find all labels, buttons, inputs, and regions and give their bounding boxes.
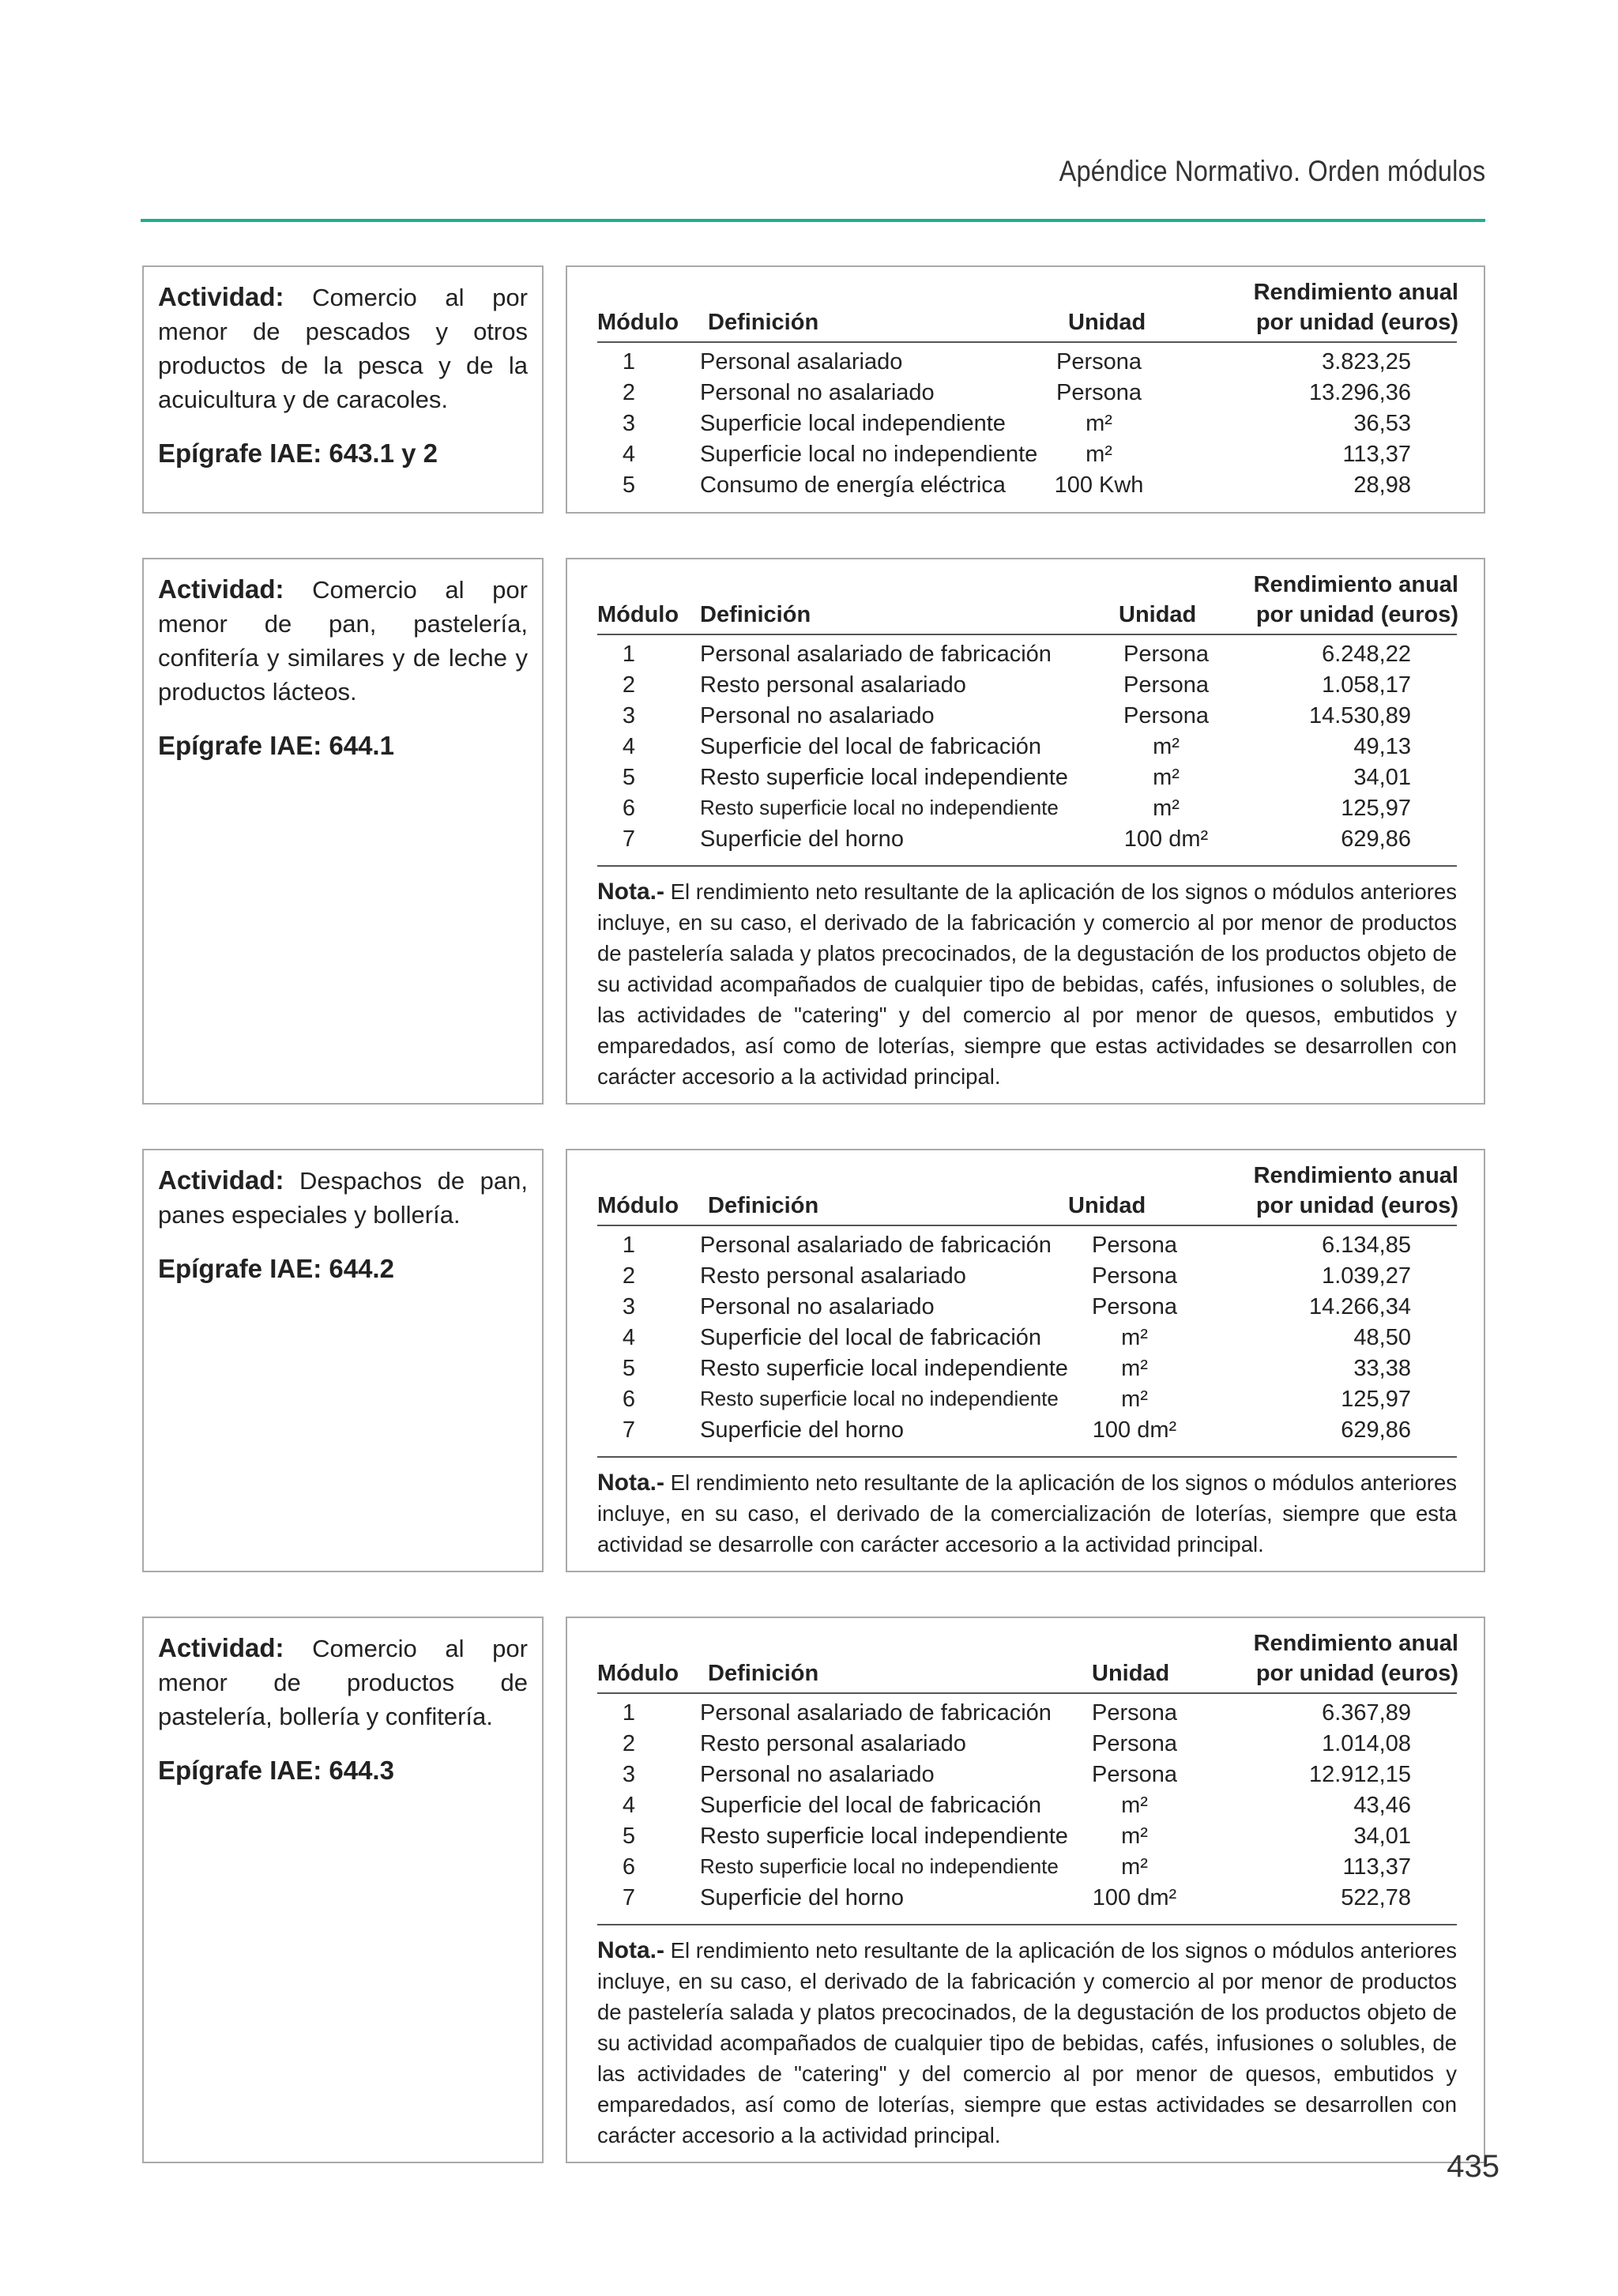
module-unit: Persona (1091, 1731, 1177, 1756)
epigrafe-iae: Epígrafe IAE: 644.3 (158, 1756, 394, 1785)
col-header-modulo: Módulo (597, 1661, 679, 1686)
page-number: 435 (1447, 2149, 1499, 2184)
table-row (597, 1294, 1458, 1325)
col-header-unidad: Unidad (1092, 1661, 1170, 1686)
table-row (597, 672, 1458, 703)
module-unit: Persona (1091, 1294, 1177, 1319)
module-value: 48,50 (1353, 1325, 1411, 1350)
table-row (597, 1356, 1458, 1387)
note-paragraph (597, 1467, 1457, 1560)
module-value: 522,78 (1341, 1885, 1411, 1910)
col-header-modulo: Módulo (597, 310, 679, 335)
table-row (597, 765, 1458, 796)
module-value: 14.266,34 (1308, 1294, 1411, 1319)
module-number: 7 (622, 1417, 636, 1443)
table-header (597, 278, 1458, 343)
activity-box (142, 265, 544, 514)
module-number: 5 (622, 472, 636, 498)
module-number: 6 (622, 796, 636, 821)
module-unit: m² (1153, 734, 1180, 759)
module-number: 2 (622, 380, 636, 405)
module-value: 13.296,36 (1308, 380, 1411, 405)
header-rule (597, 1225, 1457, 1226)
modules-table-box (566, 1617, 1485, 2163)
module-definition: Superficie local independiente (700, 411, 1006, 436)
table-row (597, 1233, 1458, 1263)
module-definition: Resto superficie local independiente (700, 1356, 1068, 1381)
table-header (597, 570, 1458, 635)
module-number: 7 (622, 826, 636, 852)
module-number: 2 (622, 1263, 636, 1289)
modules-table-box (566, 1149, 1485, 1572)
module-value: 12.912,15 (1308, 1762, 1411, 1787)
note-divider (597, 1924, 1457, 1925)
module-number: 3 (622, 1294, 636, 1319)
module-definition: Superficie del local de fabricación (700, 1793, 1042, 1818)
module-definition: Resto superficie local no independiente (700, 1387, 1059, 1410)
module-unit: Persona (1123, 642, 1209, 667)
activity-label: Actividad: (158, 1165, 284, 1195)
activity-text: Comercio al por menor de pescados y otros productos de la pesca y de la acuicultura y de caracoles. (158, 284, 528, 413)
module-number: 1 (622, 1233, 636, 1258)
module-definition: Resto personal asalariado (700, 1263, 966, 1289)
col-header-definicion: Definición (708, 310, 819, 335)
module-number: 4 (622, 442, 636, 467)
module-unit: Persona (1123, 703, 1209, 728)
table-row (597, 1325, 1458, 1356)
module-value: 6.248,22 (1322, 642, 1411, 667)
module-unit: Persona (1055, 349, 1142, 375)
module-unit: 100 dm² (1123, 826, 1209, 852)
note-text: El rendimiento neto resultante de la aplicación de los signos o módulos anteriores incluye, en su caso, el derivado de la fabricación y comercio al por menor de productos de pastelería salada y platos precocinados, de la degustación de los productos objeto de su actividad acompañados de cualquier tipo de bebidas, cafés, infusiones o solubles, de las actividades de "catering" y del comercio al por menor de quesos, embutidos y emparedados, así como de loterías, siempre que estas actividades se desarrollen con carácter accesorio a la actividad principal. (597, 879, 1457, 1089)
module-value: 1.014,08 (1322, 1731, 1411, 1756)
module-number: 4 (622, 1325, 636, 1350)
activity-description (158, 572, 528, 709)
module-unit: 100 Kwh (1054, 472, 1144, 498)
activity-text: Despachos de pan, panes especiales y bollería. (158, 1167, 528, 1229)
table-row (597, 1387, 1458, 1417)
module-unit: 100 dm² (1092, 1417, 1177, 1443)
module-unit: m² (1086, 411, 1112, 436)
module-value: 113,37 (1342, 442, 1411, 467)
module-value: 629,86 (1341, 1417, 1411, 1443)
note-divider (597, 1456, 1457, 1458)
activity-box (142, 1617, 544, 2163)
table-row (597, 703, 1458, 734)
module-definition: Resto superficie local independiente (700, 765, 1068, 790)
module-number: 4 (622, 734, 636, 759)
table-row (597, 411, 1458, 442)
table-row (597, 380, 1458, 411)
module-definition: Resto personal asalariado (700, 672, 966, 698)
modules-table-box (566, 265, 1485, 514)
table-row (597, 349, 1458, 380)
col-header-rendimiento-2: por unidad (euros) (1255, 1661, 1458, 1686)
module-definition: Superficie del horno (700, 1417, 904, 1443)
module-unit: m² (1153, 765, 1180, 790)
module-number: 5 (622, 1356, 636, 1381)
activity-description (158, 280, 528, 416)
header-rule (597, 341, 1457, 343)
table-row (597, 826, 1458, 857)
module-unit: m² (1121, 1325, 1148, 1350)
module-unit: Persona (1091, 1233, 1177, 1258)
note-label: Nota.- (597, 1470, 664, 1496)
module-number: 3 (622, 703, 636, 728)
activity-text: Comercio al por menor de productos de pastelería, bollería y confitería. (158, 1635, 528, 1730)
module-value: 49,13 (1353, 734, 1411, 759)
module-unit: Persona (1091, 1762, 1177, 1787)
col-header-rendimiento-1: Rendimiento anual (1253, 1631, 1458, 1656)
activity-description (158, 1163, 528, 1232)
activity-label: Actividad: (158, 574, 284, 604)
col-header-unidad: Unidad (1068, 310, 1146, 335)
module-value: 28,98 (1353, 472, 1411, 498)
module-unit: m² (1121, 1824, 1148, 1849)
table-row (597, 1854, 1458, 1885)
module-value: 629,86 (1341, 826, 1411, 852)
table-row (597, 1762, 1458, 1793)
module-definition: Resto superficie local independiente (700, 1824, 1068, 1849)
module-number: 1 (622, 349, 636, 375)
module-unit: m² (1153, 796, 1180, 821)
epigrafe-iae: Epígrafe IAE: 643.1 y 2 (158, 438, 438, 468)
module-unit: Persona (1091, 1263, 1177, 1289)
module-definition: Superficie del local de fabricación (700, 734, 1042, 759)
module-number: 4 (622, 1793, 636, 1818)
table-row (597, 1793, 1458, 1824)
module-number: 5 (622, 1824, 636, 1849)
module-value: 6.367,89 (1322, 1700, 1411, 1726)
module-definition: Superficie del horno (700, 826, 904, 852)
module-number: 5 (622, 765, 636, 790)
note-paragraph (597, 1935, 1457, 2151)
module-number: 6 (622, 1387, 636, 1412)
activity-box (142, 1149, 544, 1572)
module-number: 1 (622, 1700, 636, 1726)
module-definition: Superficie del horno (700, 1885, 904, 1910)
module-definition: Consumo de energía eléctrica (700, 472, 1006, 498)
table-row (597, 1885, 1458, 1916)
note-text: El rendimiento neto resultante de la aplicación de los signos o módulos anteriores incluye, en su caso, el derivado de la fabricación y comercio al por menor de productos de pastelería salada y platos precocinados, de la degustación de los productos objeto de su actividad acompañados de cualquier tipo de bebidas, cafés, infusiones o solubles, de las actividades de "catering" y del comercio al por menor de quesos, embutidos y emparedados, así como de loterías, siempre que estas actividades se desarrollen con carácter accesorio a la actividad principal. (597, 1938, 1457, 2147)
module-value: 34,01 (1353, 1824, 1411, 1849)
module-definition: Personal asalariado de fabricación (700, 642, 1052, 667)
module-definition: Personal no asalariado (700, 1762, 935, 1787)
table-row (597, 442, 1458, 472)
module-definition: Personal asalariado de fabricación (700, 1700, 1052, 1726)
module-unit: 100 dm² (1092, 1885, 1177, 1910)
page-header-title: Apéndice Normativo. Orden módulos (1059, 155, 1485, 187)
epigrafe-iae: Epígrafe IAE: 644.1 (158, 731, 394, 760)
note-paragraph (597, 876, 1457, 1092)
module-definition: Personal asalariado (700, 349, 903, 375)
col-header-rendimiento-1: Rendimiento anual (1253, 1163, 1458, 1188)
module-definition: Personal no asalariado (700, 380, 935, 405)
table-row (597, 1824, 1458, 1854)
module-definition: Superficie del local de fabricación (700, 1325, 1042, 1350)
module-value: 36,53 (1353, 411, 1411, 436)
col-header-rendimiento-1: Rendimiento anual (1253, 572, 1458, 597)
col-header-rendimiento-2: por unidad (euros) (1255, 310, 1458, 335)
module-unit: Persona (1091, 1700, 1177, 1726)
module-definition: Superficie local no independiente (700, 442, 1038, 467)
module-number: 2 (622, 1731, 636, 1756)
col-header-definicion: Definición (708, 1193, 819, 1218)
module-value: 34,01 (1353, 765, 1411, 790)
module-value: 14.530,89 (1308, 703, 1411, 728)
table-row (597, 1417, 1458, 1448)
col-header-rendimiento-2: por unidad (euros) (1255, 602, 1458, 627)
module-definition: Resto personal asalariado (700, 1731, 966, 1756)
module-unit: m² (1086, 442, 1112, 467)
table-row (597, 472, 1458, 503)
header-rule (597, 634, 1457, 635)
module-definition: Personal no asalariado (700, 703, 935, 728)
activity-label: Actividad: (158, 282, 284, 311)
module-unit: m² (1121, 1356, 1148, 1381)
module-definition: Resto superficie local no independiente (700, 796, 1059, 819)
note-text: El rendimiento neto resultante de la aplicación de los signos o módulos anteriores incluye, en su caso, el derivado de la comercialización de loterías, siempre que esta actividad se desarrolle con carácter accesorio a la actividad principal. (597, 1470, 1457, 1556)
modules-table-box (566, 558, 1485, 1105)
table-header (597, 1161, 1458, 1226)
module-value: 1.058,17 (1322, 672, 1411, 698)
activity-description (158, 1631, 528, 1733)
module-number: 2 (622, 672, 636, 698)
table-header (597, 1629, 1458, 1694)
module-value: 125,97 (1341, 796, 1411, 821)
note-label: Nota.- (597, 1937, 664, 1963)
module-number: 3 (622, 411, 636, 436)
note-label: Nota.- (597, 879, 664, 905)
module-definition: Personal no asalariado (700, 1294, 935, 1319)
module-value: 125,97 (1341, 1387, 1411, 1412)
module-unit: m² (1121, 1854, 1148, 1880)
col-header-unidad: Unidad (1068, 1193, 1146, 1218)
module-value: 113,37 (1342, 1854, 1411, 1880)
table-row (597, 796, 1458, 826)
col-header-modulo: Módulo (597, 602, 679, 627)
module-definition: Personal asalariado de fabricación (700, 1233, 1052, 1258)
module-number: 7 (622, 1885, 636, 1910)
module-value: 33,38 (1353, 1356, 1411, 1381)
header-rule (597, 1692, 1457, 1694)
activity-text: Comercio al por menor de pan, pastelería, confitería y similares y de leche y productos lácteos. (158, 576, 528, 706)
table-row (597, 642, 1458, 672)
table-row (597, 1700, 1458, 1731)
module-definition: Resto superficie local no independiente (700, 1854, 1059, 1878)
epigrafe-iae: Epígrafe IAE: 644.2 (158, 1254, 394, 1283)
module-unit: Persona (1055, 380, 1142, 405)
header-divider (141, 219, 1485, 222)
col-header-definicion: Definición (708, 1661, 819, 1686)
note-divider (597, 865, 1457, 867)
module-unit: m² (1121, 1793, 1148, 1818)
module-number: 3 (622, 1762, 636, 1787)
col-header-rendimiento-1: Rendimiento anual (1253, 280, 1458, 305)
col-header-definicion: Definición (700, 602, 811, 627)
module-unit: Persona (1123, 672, 1209, 698)
module-value: 43,46 (1353, 1793, 1411, 1818)
table-row (597, 734, 1458, 765)
module-unit: m² (1121, 1387, 1148, 1412)
table-row (597, 1263, 1458, 1294)
col-header-modulo: Módulo (597, 1193, 679, 1218)
activity-label: Actividad: (158, 1633, 284, 1662)
module-value: 1.039,27 (1322, 1263, 1411, 1289)
module-value: 3.823,25 (1322, 349, 1411, 375)
col-header-unidad: Unidad (1119, 602, 1197, 627)
module-number: 1 (622, 642, 636, 667)
module-value: 6.134,85 (1322, 1233, 1411, 1258)
col-header-rendimiento-2: por unidad (euros) (1255, 1193, 1458, 1218)
module-number: 6 (622, 1854, 636, 1880)
table-row (597, 1731, 1458, 1762)
activity-box (142, 558, 544, 1105)
